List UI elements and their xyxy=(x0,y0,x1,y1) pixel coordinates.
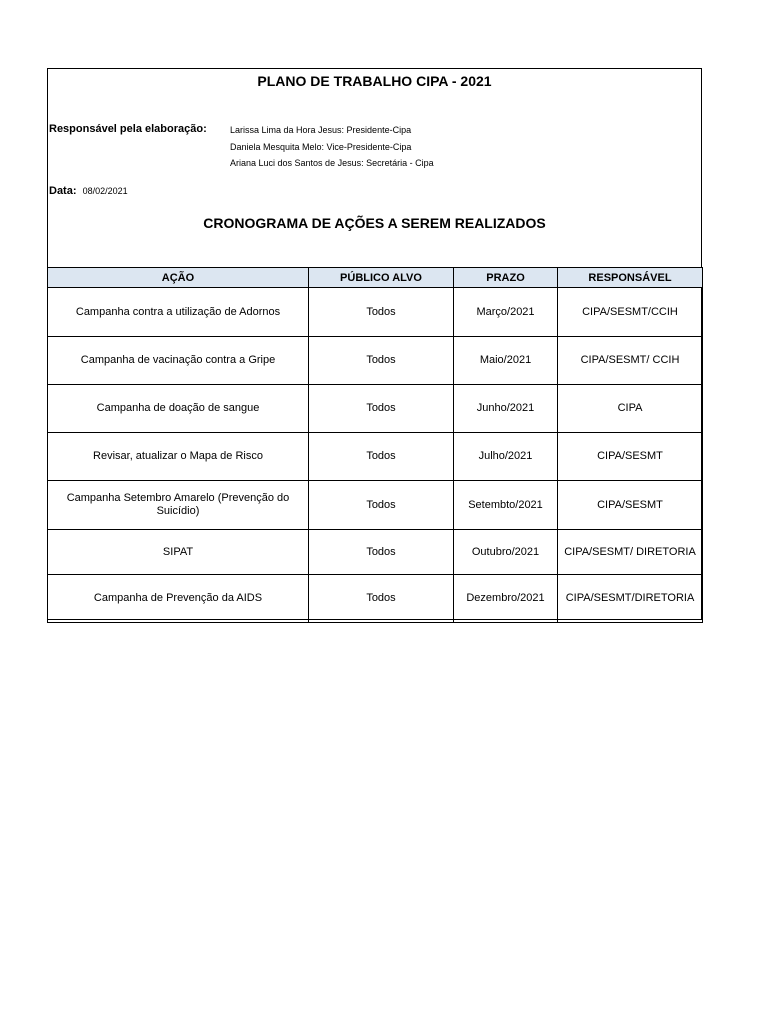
cell-deadline: Junho/2021 xyxy=(454,385,558,433)
cell-action: Campanha contra a utilização de Adornos xyxy=(48,288,309,337)
column-header-action: AÇÃO xyxy=(48,268,309,288)
actions-table xyxy=(47,267,703,623)
cell-responsible: CIPA/SESMT/ CCIH xyxy=(558,337,703,385)
date-value: 08/02/2021 xyxy=(82,186,128,196)
cell-action: Campanha Setembro Amarelo (Prevenção do Suicídio) xyxy=(48,481,309,530)
table-row xyxy=(48,385,703,433)
table-row xyxy=(48,288,703,337)
cell-deadline: Setembto/2021 xyxy=(454,481,558,530)
schedule-subtitle: CRONOGRAMA DE AÇÕES A SEREM REALIZADOS xyxy=(203,215,546,231)
cell-action: Campanha de doação de sangue xyxy=(48,385,309,433)
column-header-audience: PÚBLICO ALVO xyxy=(309,268,454,288)
responsible-name: Ariana Luci dos Santos de Jesus: Secretária - Cipa xyxy=(230,158,434,168)
document-title: PLANO DE TRABALHO CIPA - 2021 xyxy=(257,73,492,89)
cell-audience: Todos xyxy=(309,433,454,481)
cell-action: SIPAT xyxy=(48,530,309,575)
responsible-name: Larissa Lima da Hora Jesus: Presidente-Cipa xyxy=(230,125,412,135)
cell-audience: Todos xyxy=(309,575,454,623)
cell-audience: Todos xyxy=(309,337,454,385)
cell-deadline: Outubro/2021 xyxy=(454,530,558,575)
cell-action: Campanha de Prevenção da AIDS xyxy=(48,575,309,623)
cell-responsible: CIPA xyxy=(558,385,703,433)
table-row xyxy=(48,433,703,481)
cell-responsible: CIPA/SESMT/CCIH xyxy=(558,288,703,337)
responsible-label: Responsável pela elaboração: xyxy=(49,123,207,135)
responsible-name: Daniela Mesquita Melo: Vice-Presidente-Cipa xyxy=(230,142,412,152)
cell-audience: Todos xyxy=(309,288,454,337)
cell-responsible: CIPA/SESMT xyxy=(558,481,703,530)
date-label: Data: xyxy=(49,185,77,197)
cell-deadline: Maio/2021 xyxy=(454,337,558,385)
table-header-row xyxy=(48,268,703,288)
column-header-deadline: PRAZO xyxy=(454,268,558,288)
work-plan-sheet xyxy=(47,68,702,620)
table-row xyxy=(48,481,703,530)
cell-responsible: CIPA/SESMT/ DIRETORIA xyxy=(558,530,703,575)
cell-action: Campanha de vacinação contra a Gripe xyxy=(48,337,309,385)
column-header-responsible: RESPONSÁVEL xyxy=(558,268,703,288)
cell-audience: Todos xyxy=(309,481,454,530)
cell-deadline: Março/2021 xyxy=(454,288,558,337)
table-row xyxy=(48,337,703,385)
date-row xyxy=(49,185,128,197)
table-row xyxy=(48,575,703,623)
table-row xyxy=(48,530,703,575)
cell-deadline: Julho/2021 xyxy=(454,433,558,481)
cell-audience: Todos xyxy=(309,530,454,575)
cell-audience: Todos xyxy=(309,385,454,433)
cell-responsible: CIPA/SESMT/DIRETORIA xyxy=(558,575,703,623)
cell-responsible: CIPA/SESMT xyxy=(558,433,703,481)
cell-deadline: Dezembro/2021 xyxy=(454,575,558,623)
cell-action: Revisar, atualizar o Mapa de Risco xyxy=(48,433,309,481)
